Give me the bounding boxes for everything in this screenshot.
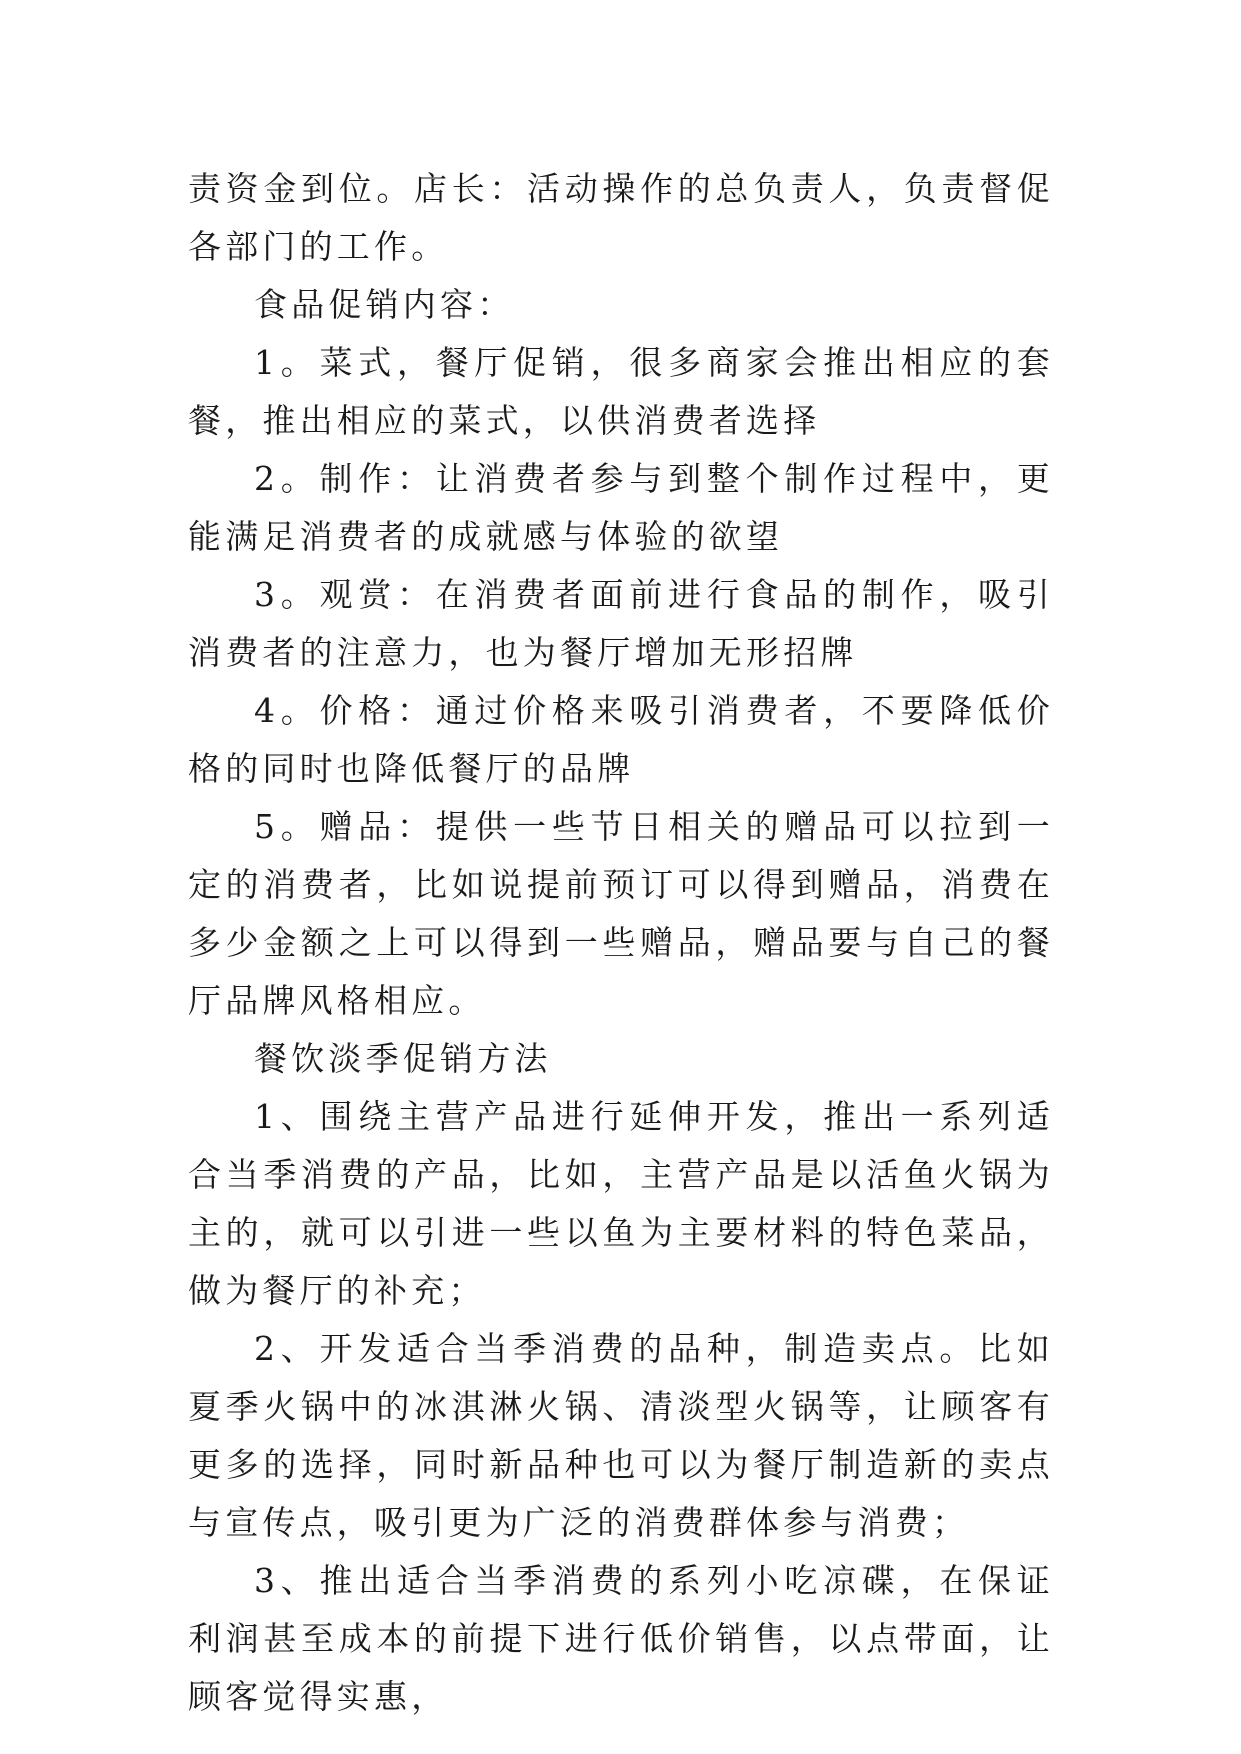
paragraph-item-4-price: 4。价格：通过价格来吸引消费者，不要降低价格的同时也降低餐厅的品牌	[188, 691, 1054, 788]
paragraph-method-2: 2、开发适合当季消费的品种，制造卖点。比如夏季火锅中的冰淇淋火锅、清淡型火锅等，让顾客有更多的选择，同时新品种也可以为餐厅制造新的卖点与宣传点，吸引更为广泛的消费群体参与消费；	[188, 1329, 1054, 1542]
paragraph-item-5-gifts: 5。赠品：提供一些节日相关的赠品可以拉到一定的消费者，比如说提前预订可以得到赠品，消费在多少金额之上可以得到一些赠品，赠品要与自己的餐厅品牌风格相应。	[188, 807, 1054, 1020]
paragraph-method-1: 1、围绕主营产品进行延伸开发，推出一系列适合当季消费的产品，比如，主营产品是以活鱼火锅为主的，就可以引进一些以鱼为主要材料的特色菜品，做为餐厅的补充；	[188, 1097, 1054, 1310]
paragraph-method-3: 3、推出适合当季消费的系列小吃凉碟，在保证利润甚至成本的前提下进行低价销售，以点带面，让顾客觉得实惠，	[188, 1561, 1054, 1716]
heading-food-promotion-content: 食品促销内容：	[254, 285, 515, 324]
document-body	[188, 160, 1054, 1726]
paragraph-item-1-dishes: 1。菜式，餐厅促销，很多商家会推出相应的套餐，推出相应的菜式，以供消费者选择	[188, 343, 1054, 440]
paragraph-item-2-production: 2。制作：让消费者参与到整个制作过程中，更能满足消费者的成就感与体验的欲望	[188, 459, 1054, 556]
heading-off-season-methods: 餐饮淡季促销方法	[254, 1039, 552, 1078]
paragraph-item-3-viewing: 3。观赏：在消费者面前进行食品的制作，吸引消费者的注意力，也为餐厅增加无形招牌	[188, 575, 1054, 672]
paragraph-responsibilities: 责资金到位。店长：活动操作的总负责人，负责督促各部门的工作。	[188, 169, 1054, 266]
